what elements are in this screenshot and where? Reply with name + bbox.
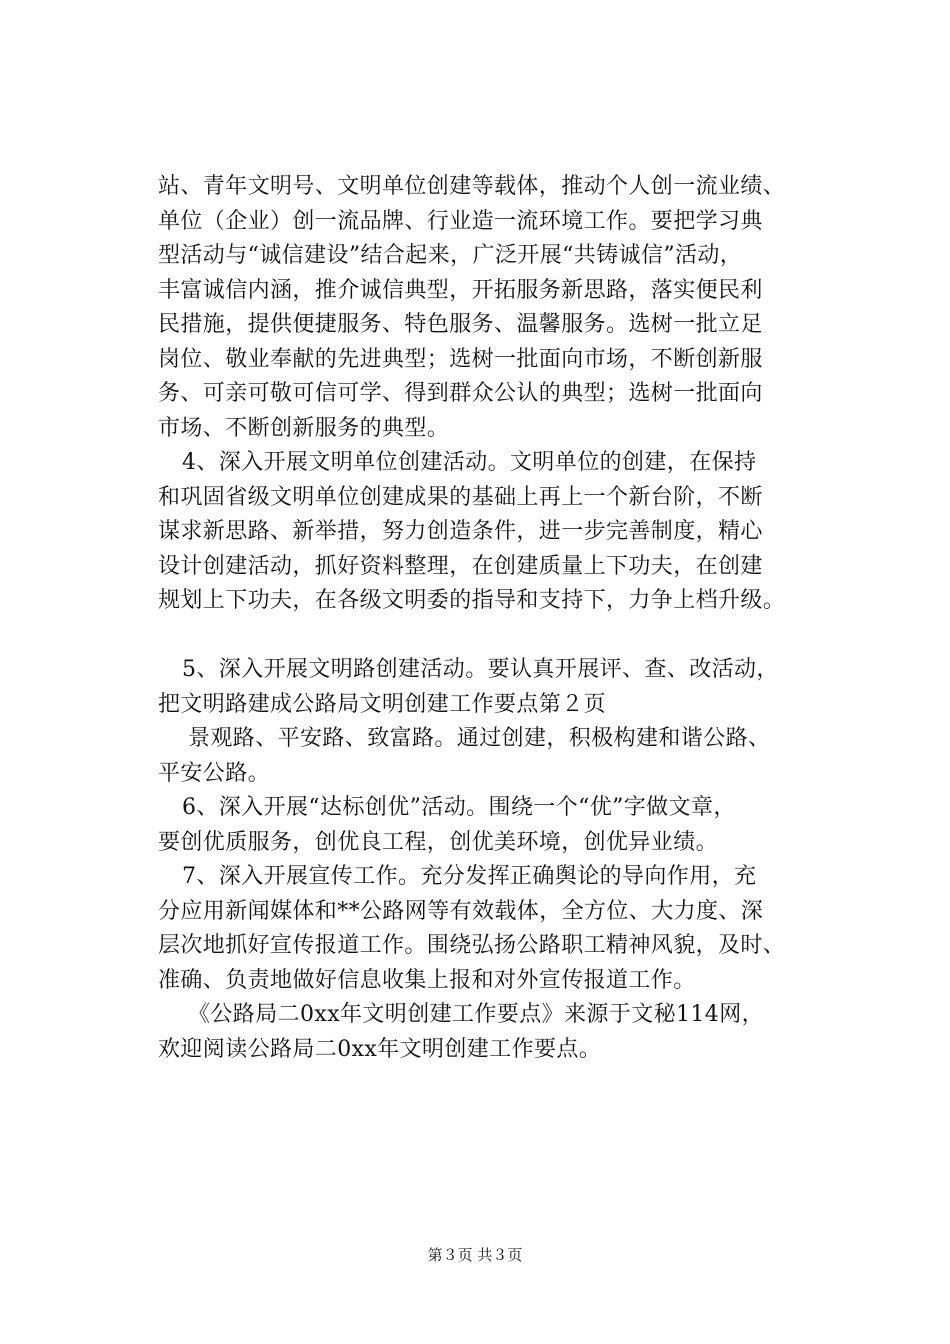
text-line: 准确、负责地做好信息收集上报和对外宣传报道工作。 bbox=[158, 967, 696, 993]
text-line: 务、可亲可敬可信可学、得到群众公认的典型；选树一批面向 bbox=[158, 381, 763, 406]
paragraph-7-start: 7、深入开展宣传工作。充分发挥正确舆论的导向作用，充 bbox=[182, 864, 757, 889]
text-line: 分应用新闻媒体和**公路网等有效载体，全方位、大力度、深 bbox=[158, 898, 764, 924]
page-footer: 第３页 共３页 bbox=[427, 1246, 523, 1264]
text-line: 谋求新思路、新举措，努力创造条件，进一步完善制度，精心 bbox=[158, 519, 763, 544]
text-line: 民措施，提供便捷服务、特色服务、温馨服务。选树一批立足 bbox=[158, 312, 763, 337]
document-body bbox=[158, 170, 858, 1067]
text-line: 平安公路。 bbox=[158, 760, 271, 786]
text-line: 站、青年文明号、文明单位创建等载体，推动个人创一流业绩、 bbox=[158, 174, 786, 199]
text-line: 岗位、敬业奉献的先进典型；选树一批面向市场，不断创新服 bbox=[158, 346, 763, 372]
source-note: 《公路局二0xx年文明创建工作要点》来源于文秘114网， bbox=[188, 1002, 765, 1027]
text-line: 型活动与“诚信建设”结合起来，广泛开展“共铸诚信”活动， bbox=[158, 243, 743, 268]
text-line: 单位（企业）创一流品牌、行业造一流环境工作。要把学习典 bbox=[158, 208, 763, 234]
text-line: 市场、不断创新服务的典型。 bbox=[158, 415, 450, 441]
paragraph-4-start: 4、深入开展文明单位创建活动。文明单位的创建，在保持 bbox=[182, 450, 757, 475]
text-line: 欢迎阅读公路局二0xx年文明创建工作要点。 bbox=[158, 1036, 602, 1062]
paragraph-6-start: 6、深入开展“达标创优”活动。围绕一个“优”字做文章， bbox=[182, 795, 736, 820]
text-line: 要创优质服务，创优良工程，创优美环境，创优异业绩。 bbox=[158, 829, 719, 855]
text-line: 规划上下功夫，在各级文明委的指导和支持下，力争上档升级。 bbox=[158, 588, 786, 613]
text-line: 景观路、平安路、致富路。通过创建，积极构建和谐公路、 bbox=[188, 726, 771, 751]
paragraph-5-start: 5、深入开展文明路创建活动。要认真开展评、查、改活动， bbox=[182, 657, 779, 682]
page-break-title: 把文明路建成公路局文明创建工作要点第２页 bbox=[158, 691, 607, 717]
text-line: 层次地抓好宣传报道工作。围绕弘扬公路职工精神风貌，及时、 bbox=[158, 933, 786, 958]
text-line: 设计创建活动，抓好资料整理，在创建质量上下功夫，在创建 bbox=[158, 553, 763, 579]
text-line: 丰富诚信内涵，推介诚信典型，开拓服务新思路，落实便民利 bbox=[158, 277, 763, 303]
paragraph-gap bbox=[158, 619, 858, 654]
text-line: 和巩固省级文明单位创建成果的基础上再上一个新台阶，不断 bbox=[158, 484, 763, 510]
